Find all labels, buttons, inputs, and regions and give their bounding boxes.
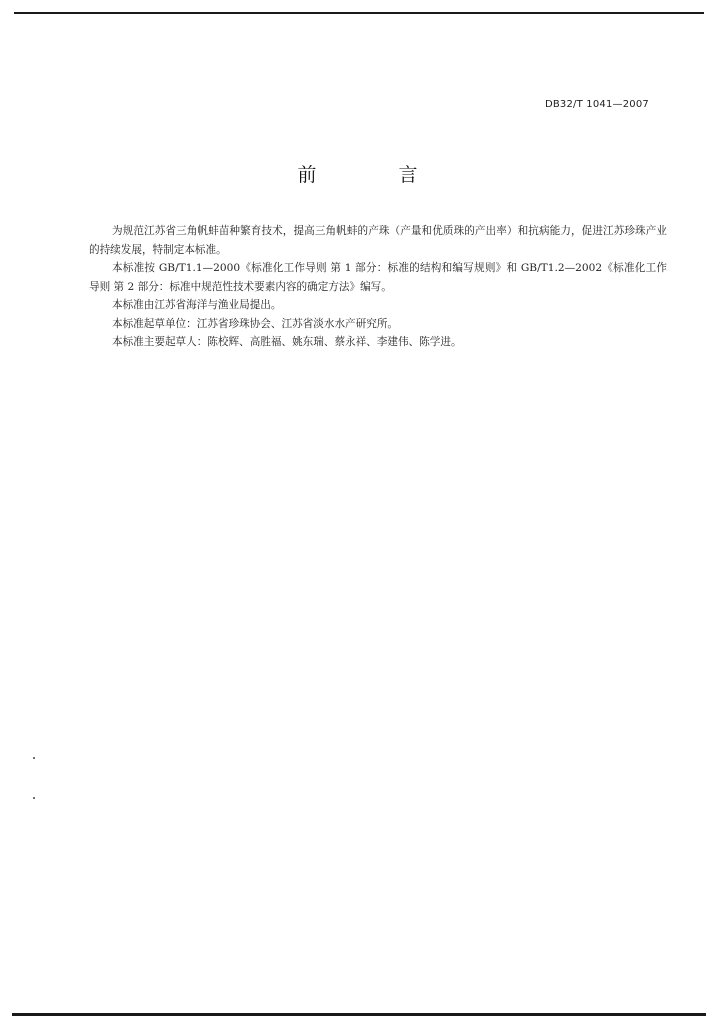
paragraph-drafting-units: 本标准起草单位：江苏省珍珠协会、江苏省淡水水产研究所。 bbox=[112, 317, 399, 330]
bottom-rule bbox=[12, 1013, 706, 1016]
scan-speck bbox=[33, 757, 35, 759]
foreword-body bbox=[89, 222, 667, 352]
top-rule bbox=[14, 12, 704, 14]
paragraph-purpose: 为规范江苏省三角帆蚌苗种繁育技术，提高三角帆蚌的产珠（产量和优质珠的产出率）和抗病能力，促进江苏珍珠产业的持续发展，特制定本标准。 bbox=[89, 225, 667, 256]
paragraph-drafters: 本标准主要起草人：陈校辉、高胜福、姚东瑞、蔡永祥、李建伟、陈学进。 bbox=[112, 336, 462, 348]
standard-number: DB32/T 1041—2007 bbox=[544, 99, 649, 110]
paragraph-proposer: 本标准由江苏省海洋与渔业局提出。 bbox=[112, 299, 282, 311]
paragraph-drafting-rules: 本标准按 GB/T1.1—2000《标准化工作导则 第 1 部分：标准的结构和编写规则》和 GB/T1.2—2002《标准化工作导则 第 2 部分：标准中规范性技术要素内容的确定方法》编写。 bbox=[89, 262, 667, 293]
page-title: 前 言 bbox=[297, 164, 456, 186]
scan-speck bbox=[33, 797, 35, 799]
